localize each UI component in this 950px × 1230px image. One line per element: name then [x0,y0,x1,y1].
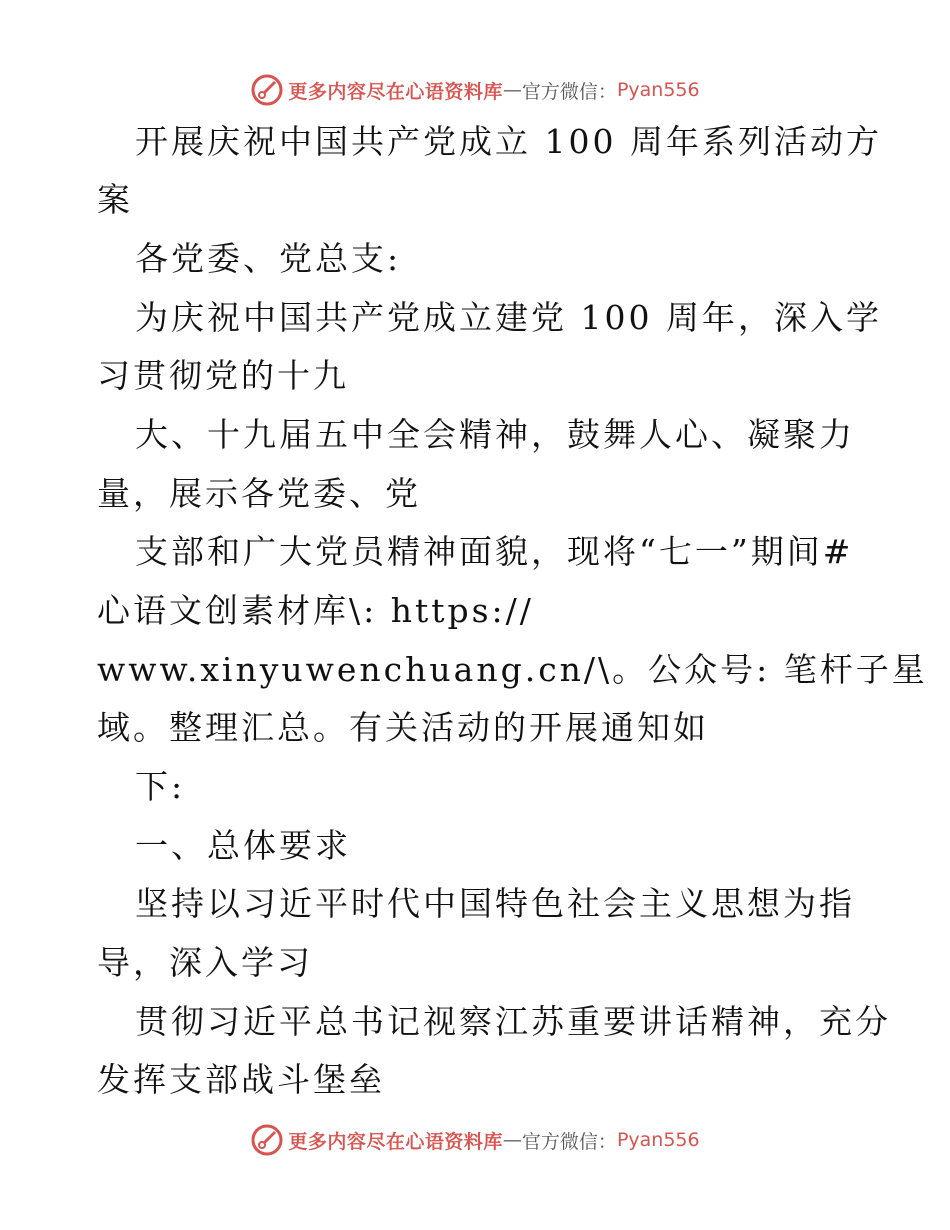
paragraph-line: 域。整理汇总。有关活动的开展通知如 [97,708,709,747]
watermark-brand-text: 更多内容尽在心语资料库 [288,80,503,103]
paragraph-line: 支部和广大党员精神面貌，现将“七一”期间# [135,532,854,571]
paragraph-line: www.xinyuwenchuang.cn/\。公众号: 笔杆子星 [97,650,928,689]
paragraph-line: 发挥支部战斗堡垒 [97,1060,385,1099]
section-heading: 一、总体要求 [135,826,351,865]
watermark-wechat-label: 官方微信： [521,80,617,103]
title-line-1: 开展庆祝中国共产党成立 100 周年系列活动方 [135,122,882,161]
watermark-brand-text: 更多内容尽在心语资料库 [288,1130,503,1153]
brand-logo-icon [250,1123,284,1157]
watermark-separator: — [502,1129,522,1151]
watermark-wechat-id: Pyan556 [616,1129,700,1151]
paragraph-line: 下: [135,767,186,806]
watermark-wechat-label: 官方微信： [521,1130,617,1153]
paragraph-line: 心语文创素材库\: https:// [97,591,534,630]
paragraph-line: 坚持以习近平时代中国特色社会主义思想为指 [135,884,855,923]
paragraph-line: 习贯彻党的十九 [97,356,349,395]
title-line-2: 案 [97,180,133,219]
paragraph-line: 导，深入学习 [97,943,313,982]
watermark-wechat-id: Pyan556 [616,79,700,101]
footer-watermark [0,1120,950,1160]
paragraph-line: 为庆祝中国共产党成立建党 100 周年，深入学 [135,298,882,337]
header-watermark [0,70,950,110]
watermark-separator: — [502,79,522,101]
paragraph-line: 贯彻习近平总书记视察江苏重要讲话精神，充分 [135,1002,891,1041]
paragraph-line: 大、十九届五中全会精神，鼓舞人心、凝聚力 [135,415,855,454]
brand-logo-icon [250,73,284,107]
salutation: 各党委、党总支: [135,239,402,278]
paragraph-line: 量，展示各党委、党 [97,474,421,513]
